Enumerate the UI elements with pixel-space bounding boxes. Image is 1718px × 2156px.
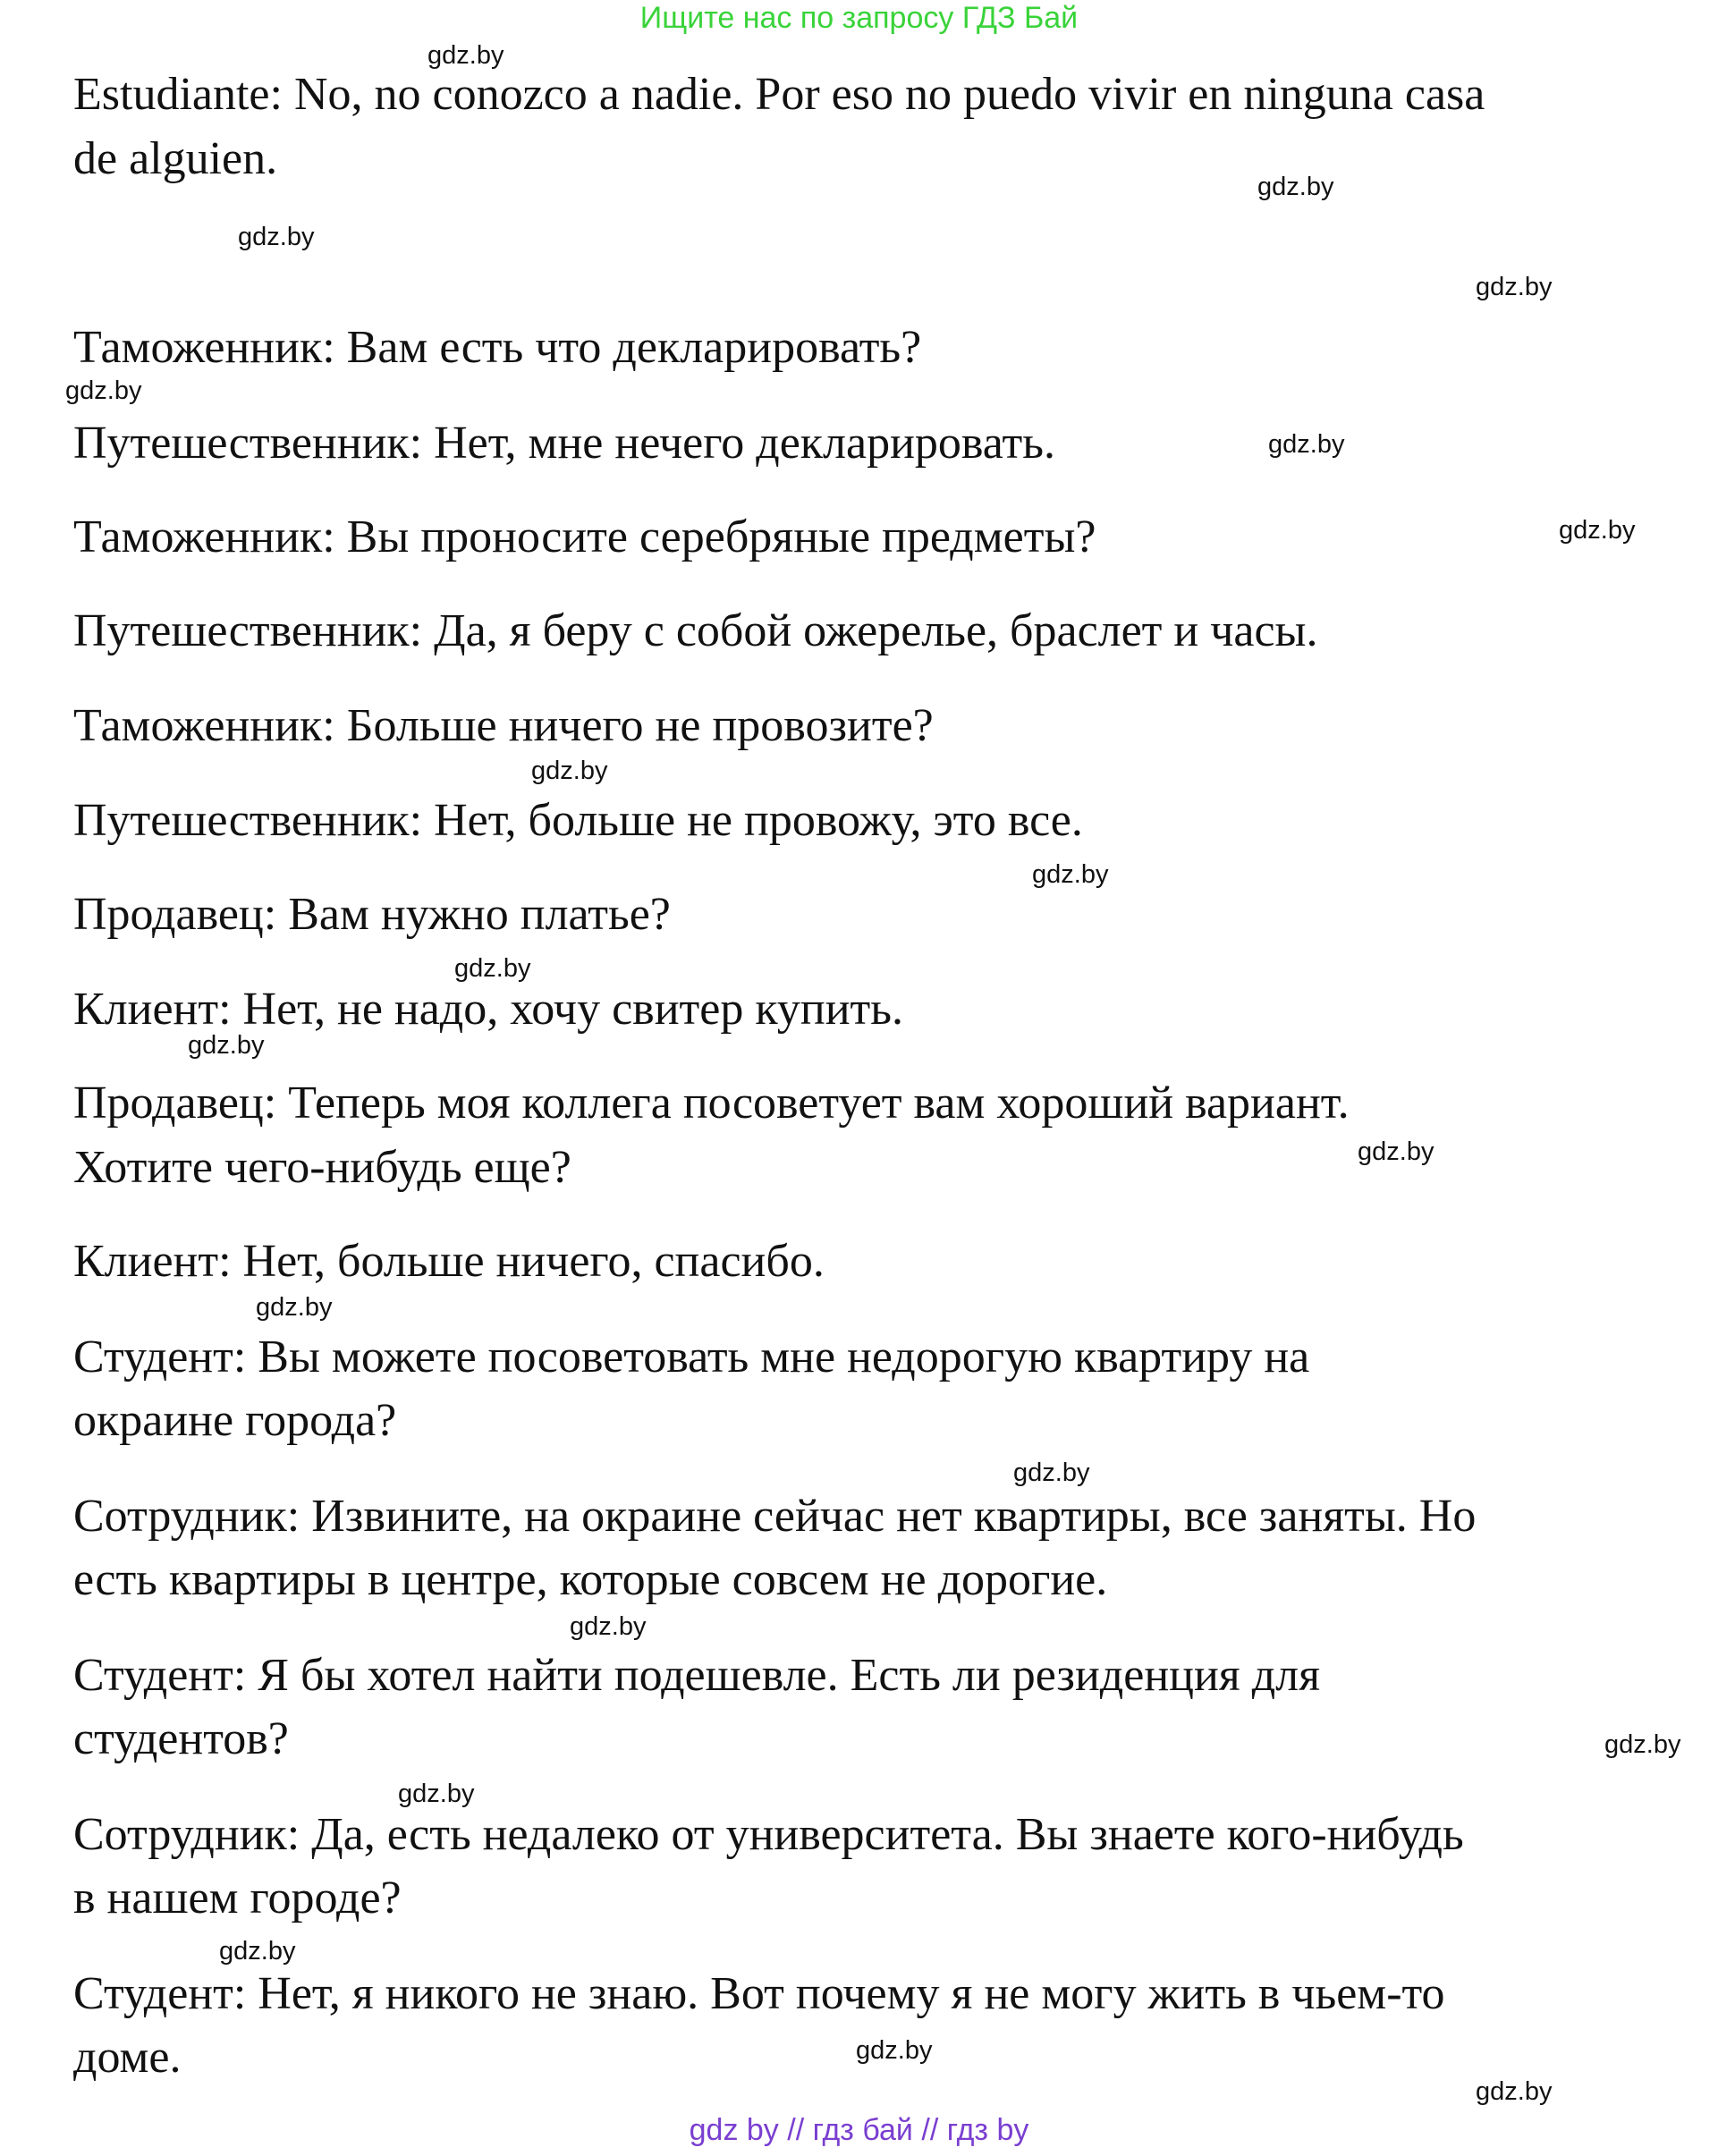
text-line: Estudiante: No, no conozco a nadie. Por eso no puedo vivir en ninguna casa bbox=[73, 69, 1485, 120]
text-line: Таможенник: Вам есть что декларировать? bbox=[73, 322, 922, 373]
watermark-gdz: gdz.by bbox=[1476, 2077, 1553, 2106]
watermark-gdz: gdz.by bbox=[1559, 516, 1636, 545]
text-line: Клиент: Нет, больше ничего, спасибо. bbox=[73, 1236, 825, 1287]
text-line: Клиент: Нет, не надо, хочу свитер купить. bbox=[73, 984, 903, 1035]
text-line: Путешественник: Нет, больше не провожу, это все. bbox=[73, 795, 1083, 846]
search-banner: Ищите нас по запросу ГДЗ Бай bbox=[639, 1, 1079, 35]
watermark-gdz: gdz.by bbox=[1604, 1730, 1681, 1759]
text-line: Таможенник: Вы проносите серебряные предметы? bbox=[73, 512, 1096, 562]
text-line: в нашем городе? bbox=[73, 1873, 402, 1923]
text-line: студентов? bbox=[73, 1713, 289, 1764]
watermark-gdz: gdz.by bbox=[454, 954, 531, 983]
watermark-gdz: gdz.by bbox=[856, 2036, 933, 2065]
text-line: окраине города? bbox=[73, 1395, 397, 1446]
watermark-gdz: gdz.by bbox=[219, 1937, 296, 1966]
watermark-gdz: gdz.by bbox=[1032, 860, 1109, 889]
watermark-gdz: gdz.by bbox=[65, 376, 142, 405]
text-line: Путешественник: Да, я беру с собой ожерелье, браслет и часы. bbox=[73, 605, 1318, 656]
footer-links: gdz by // гдз бай // гдз by bbox=[689, 2113, 1029, 2147]
watermark-gdz: gdz.by bbox=[1268, 430, 1345, 459]
text-line: Путешественник: Нет, мне нечего декларировать. bbox=[73, 418, 1055, 469]
text-line: Продавец: Вам нужно платье? bbox=[73, 889, 671, 940]
watermark-gdz: gdz.by bbox=[1257, 173, 1334, 201]
text-line: Таможенник: Больше ничего не провозите? bbox=[73, 700, 934, 751]
watermark-gdz: gdz.by bbox=[398, 1780, 475, 1808]
text-line: Студент: Нет, я никого не знаю. Вот почему я не могу жить в чьем-то bbox=[73, 1968, 1445, 2019]
text-line: Студент: Я бы хотел найти подешевле. Есть ли резиденция для bbox=[73, 1650, 1321, 1701]
watermark-gdz: gdz.by bbox=[1358, 1137, 1434, 1166]
watermark-gdz: gdz.by bbox=[570, 1612, 647, 1641]
text-line: Сотрудник: Извините, на окраине сейчас нет квартиры, все заняты. Но bbox=[73, 1491, 1477, 1542]
text-line: доме. bbox=[73, 2032, 182, 2083]
text-line: Студент: Вы можете посоветовать мне недорогую квартиру на bbox=[73, 1332, 1310, 1382]
watermark-gdz: gdz.by bbox=[1476, 273, 1553, 301]
watermark-gdz: gdz.by bbox=[238, 223, 315, 251]
text-line: Хотите чего-нибудь еще? bbox=[73, 1142, 571, 1193]
watermark-gdz: gdz.by bbox=[1013, 1458, 1090, 1487]
text-line: Продавец: Теперь моя коллега посоветует вам хороший вариант. bbox=[73, 1078, 1350, 1129]
text-line: есть квартиры в центре, которые совсем не дорогие. bbox=[73, 1554, 1108, 1605]
text-line: Сотрудник: Да, есть недалеко от университета. Вы знаете кого-нибудь bbox=[73, 1809, 1464, 1860]
watermark-gdz: gdz.by bbox=[531, 757, 608, 785]
watermark-gdz: gdz.by bbox=[188, 1031, 265, 1060]
text-line: de alguien. bbox=[73, 133, 278, 184]
watermark-gdz: gdz.by bbox=[427, 41, 504, 70]
watermark-gdz: gdz.by bbox=[256, 1293, 333, 1322]
